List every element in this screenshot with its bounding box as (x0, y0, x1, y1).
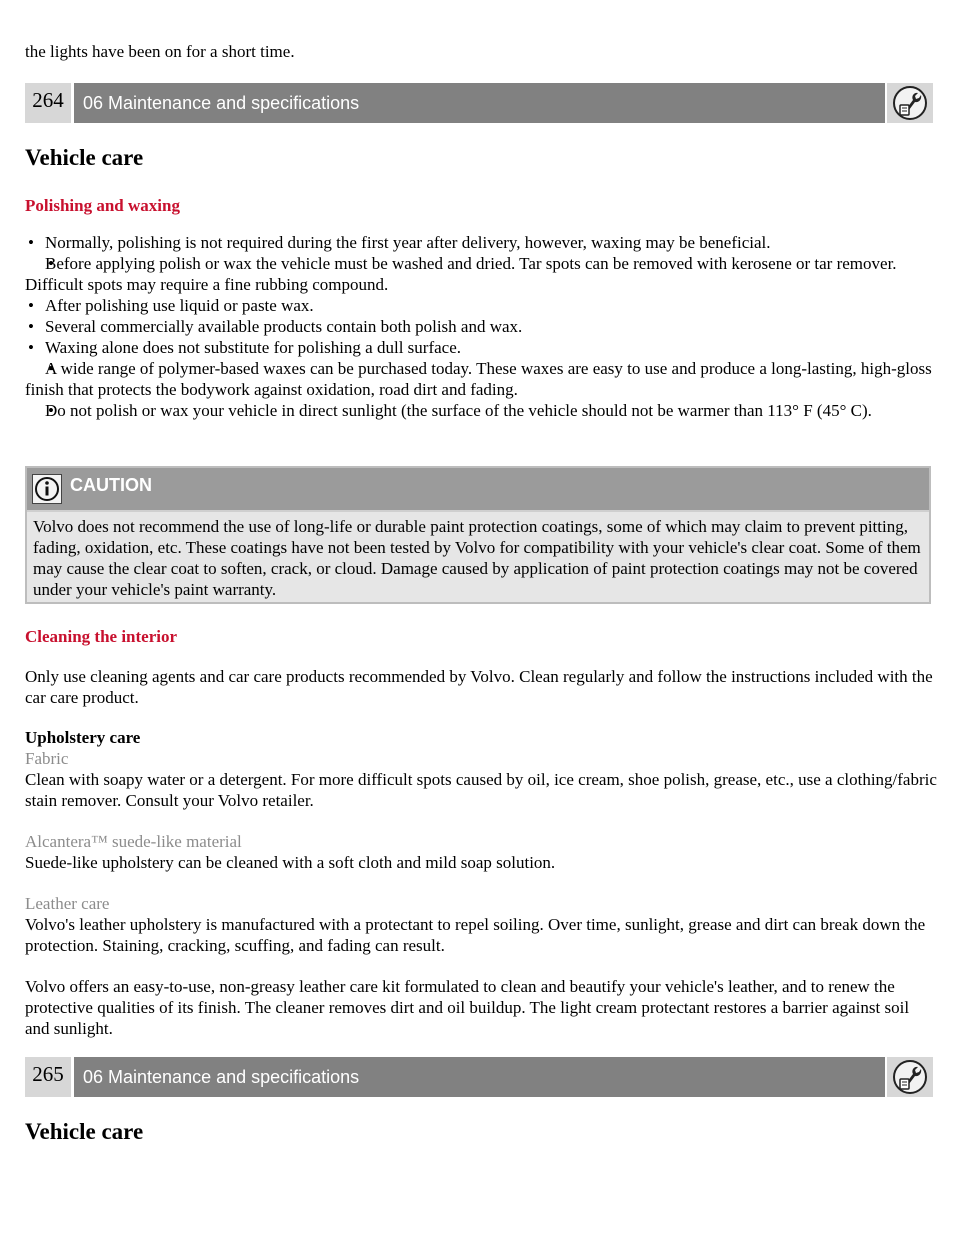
caution-box (25, 466, 931, 604)
page-title: Vehicle care (25, 145, 144, 170)
leather-kit-text: Volvo offers an easy-to-use, non-greasy leather care kit formulated to clean and beautify your vehicle's leather, and to renew the protective qualities of its finish. The cleaner removes dirt and oil buildup. The light cream protectant restores a barrier against soil and sunlight. (25, 977, 910, 1038)
upholstery-heading: Upholstery care (25, 728, 141, 747)
leather-label: Leather care (25, 894, 110, 913)
list-item: • A wide range of polymer-based waxes can be purchased today. These waxes are easy to use and produce a long-lasting, high-gloss finish that protects the bodywork against oxidation, road dirt and fading. (25, 358, 935, 400)
page-number: 264 (25, 83, 71, 123)
page-number: 265 (25, 1057, 71, 1097)
section-header-bar (25, 83, 933, 123)
section-title: 06 Maintenance and specifications (74, 83, 885, 123)
fabric-text: Clean with soapy water or a detergent. For more difficult spots caused by oil, ice cream, shoe polish, grease, etc., use a clothing/fabric stain remover. Consult your Volvo retailer. (25, 770, 937, 810)
list-item: • After polishing use liquid or paste wax. (25, 295, 935, 316)
interior-intro: Only use cleaning agents and car care products recommended by Volvo. Clean regularly and follow the instructions included with the car care product. (25, 667, 933, 707)
caution-header (27, 468, 929, 512)
section-header-bar (25, 1057, 933, 1097)
continued-text: the lights have been on for a short time. (25, 42, 295, 61)
fabric-label: Fabric (25, 749, 69, 768)
polishing-list (25, 232, 935, 421)
page-title: Vehicle care (25, 1119, 144, 1144)
alcantera-text: Suede-like upholstery can be cleaned with a soft cloth and mild soap solution. (25, 853, 556, 872)
alcantera-label: Alcantera™ suede-like material (25, 832, 242, 851)
polishing-heading: Polishing and waxing (25, 196, 180, 215)
list-item: • Before applying polish or wax the vehicle must be washed and dried. Tar spots can be removed with kerosene or tar remover. Difficult spots may require a fine rubbing compound. (25, 253, 935, 295)
info-icon (32, 474, 62, 509)
list-item: • Waxing alone does not substitute for polishing a dull surface. (25, 337, 935, 358)
caution-title: CAUTION (70, 475, 152, 495)
wrench-manual-icon (887, 1057, 933, 1097)
interior-heading: Cleaning the interior (25, 627, 178, 646)
list-item: • Normally, polishing is not required during the first year after delivery, however, waxing may be beneficial. (25, 232, 935, 253)
list-item: • Several commercially available products contain both polish and wax. (25, 316, 935, 337)
section-title: 06 Maintenance and specifications (74, 1057, 885, 1097)
list-item: • Do not polish or wax your vehicle in direct sunlight (the surface of the vehicle should not be warmer than 113° F (45° C). (25, 400, 935, 421)
caution-text: Volvo does not recommend the use of long-life or durable paint protection coatings, some of which may claim to prevent pitting, fading, oxidation, etc. These coatings have not been tested by Volvo for compatibility with your vehicle's clear coat. Some of them may cause the clear coat to soften, crack, or cloud. Damage caused by application of paint protection coatings may not be covered under your vehicle's paint warranty. (33, 517, 921, 599)
wrench-manual-icon (887, 83, 933, 123)
leather-text: Volvo's leather upholstery is manufactured with a protectant to repel soiling. Over time, sunlight, grease and dirt can break down the protection. Staining, cracking, scuffing, and fading can result. (25, 915, 926, 955)
